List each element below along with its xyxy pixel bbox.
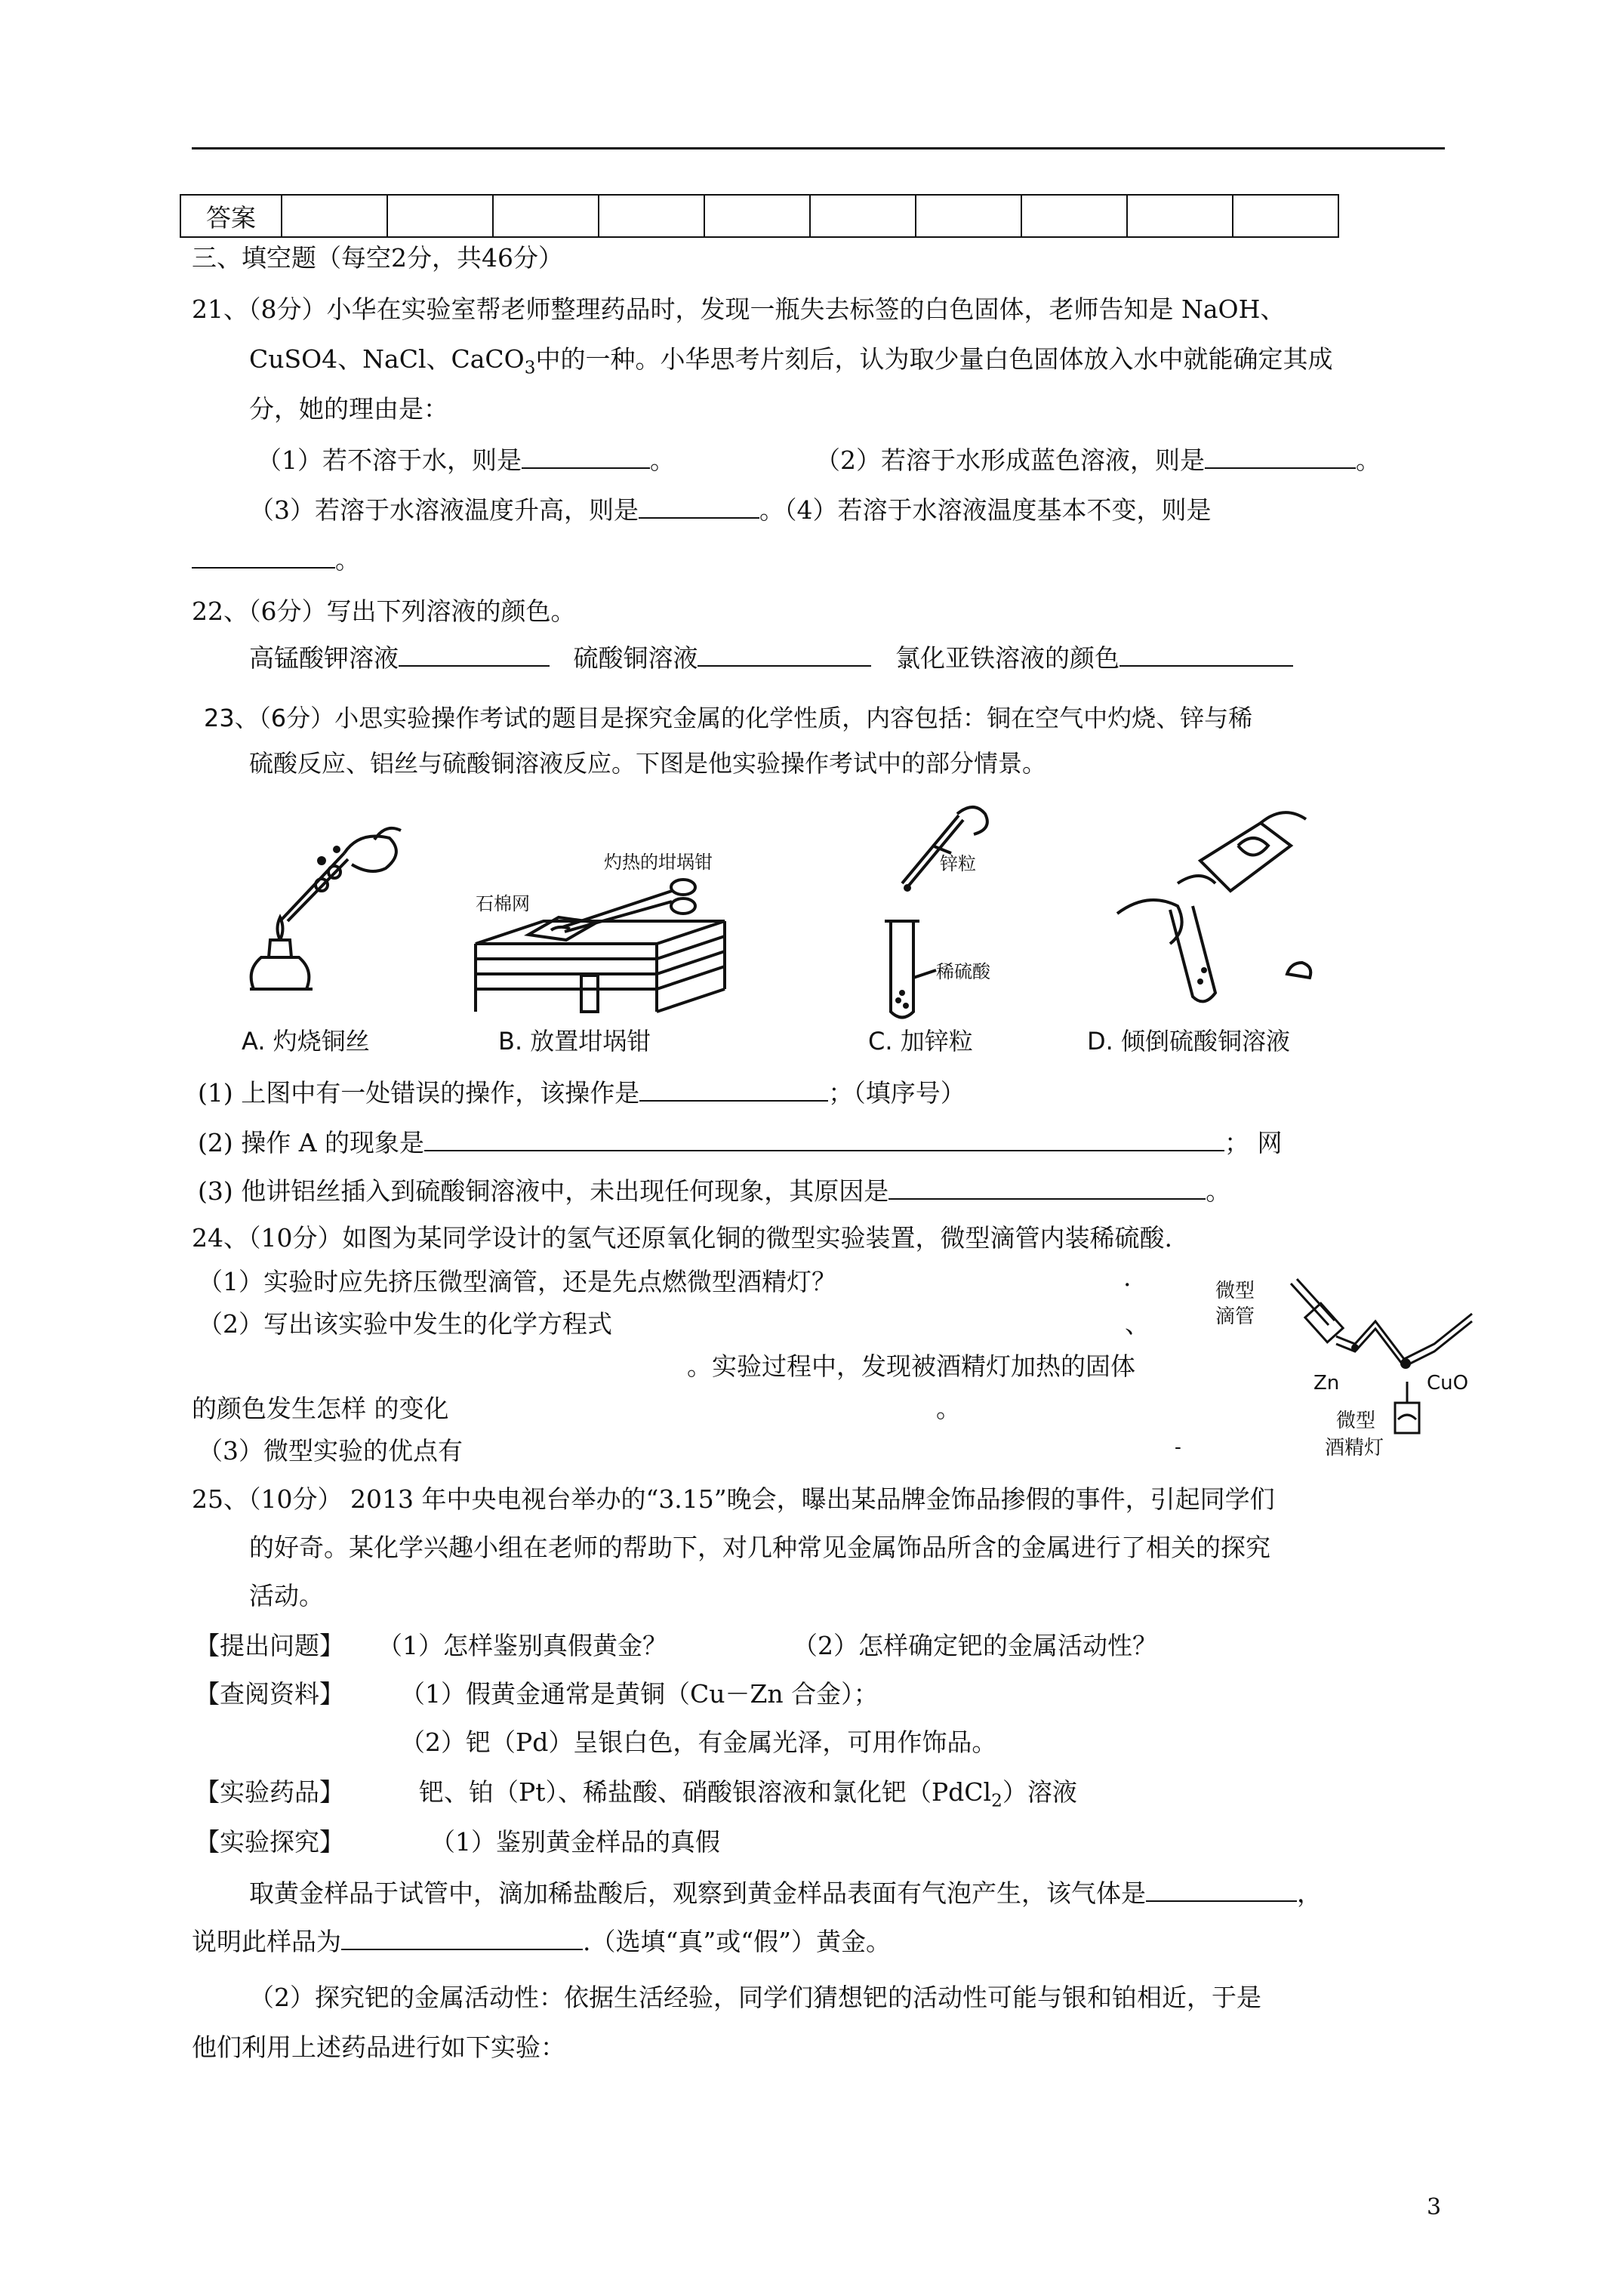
label-cuo: CuO bbox=[1427, 1372, 1469, 1395]
header-rule bbox=[192, 147, 1445, 149]
q23-line1: 23、（6分）小思实验操作考试的题目是探究金属的化学性质，内容包括：铜在空气中灼烧、锌与稀 bbox=[204, 704, 1253, 732]
answer-cell[interactable] bbox=[387, 195, 493, 237]
q21-line3: 分，她的理由是： bbox=[249, 394, 448, 424]
caption-a: A. 灼烧铜丝 bbox=[242, 1027, 370, 1056]
materials: 钯、铂（Pt）、稀盐酸、硝酸银溶液和氯化钯（PdCl$_2$）溶液 bbox=[419, 1777, 1077, 1811]
q23-sub1: (1) 上图中有一处错误的操作，该操作是 ；（填序号） bbox=[198, 1078, 965, 1108]
answer-blank[interactable] bbox=[424, 1149, 1224, 1151]
label-tongs: 灼热的坩埚钳 bbox=[604, 852, 713, 873]
label-zinc: 锌粒 bbox=[940, 853, 976, 874]
answer-cell[interactable] bbox=[810, 195, 916, 237]
figure-d-pouring-solution bbox=[1102, 800, 1321, 1027]
tag-reference: 【查阅资料】 bbox=[195, 1679, 344, 1709]
q24-sub2c-end: 。 bbox=[936, 1394, 961, 1423]
q22-items: 高锰酸钾溶液 硫酸铜溶液 氯化亚铁溶液的颜色 bbox=[249, 643, 1293, 673]
q24-sub1-dot: . bbox=[1123, 1262, 1132, 1292]
q25-paragraph4: 他们利用上述药品进行如下实验： bbox=[192, 2032, 565, 2062]
answer-table-label: 答案 bbox=[180, 195, 282, 237]
answer-cell[interactable] bbox=[493, 195, 599, 237]
question-1: （1）怎样鉴别真假黄金？ bbox=[377, 1631, 667, 1660]
caption-b: B. 放置坩埚钳 bbox=[498, 1027, 651, 1056]
q24-sub3: （3）微型实验的优点有 bbox=[198, 1436, 463, 1465]
q24-sub2b: 。实验过程中，发现被酒精灯加热的固体 bbox=[687, 1351, 1135, 1381]
reference-1: （1）假黄金通常是黄铜（Cu－Zn 合金）； bbox=[400, 1679, 879, 1709]
reference-2: （2）钯（Pd）呈银白色，有金属光泽，可用作饰品。 bbox=[400, 1727, 997, 1757]
answer-blank[interactable] bbox=[1205, 467, 1356, 469]
q23-line2: 硫酸反应、铝丝与硫酸铜溶液反应。下图是他实验操作考试中的部分情景。 bbox=[249, 749, 1047, 778]
answer-blank[interactable] bbox=[639, 516, 759, 519]
q21-part2: （2）若溶于水形成蓝色溶液，则是 。 bbox=[815, 445, 1381, 475]
answer-blank[interactable] bbox=[888, 1197, 1206, 1200]
caption-c: C. 加锌粒 bbox=[868, 1027, 973, 1056]
figure-a-burning-copper bbox=[223, 808, 435, 1019]
q25-line3: 活动。 bbox=[249, 1581, 324, 1610]
answer-cell[interactable] bbox=[916, 195, 1021, 237]
q21-part3: （3）若溶于水溶液温度升高，则是 。（4）若溶于水溶液温度基本不变，则是 bbox=[249, 495, 1212, 525]
answer-cell[interactable] bbox=[282, 195, 387, 237]
label-dropper-2: 滴管 bbox=[1215, 1305, 1255, 1328]
q23-sub2: (2) 操作 A 的现象是 ； 网 bbox=[198, 1128, 1283, 1157]
label-asbestos: 石棉网 bbox=[476, 893, 530, 914]
tag-question: 【提出问题】 bbox=[195, 1631, 344, 1660]
q21-part1: （1）若不溶于水，则是 。 bbox=[257, 445, 675, 475]
question-2: （2）怎样确定钯的金属活动性？ bbox=[793, 1631, 1157, 1660]
label-lamp-1: 微型 bbox=[1336, 1410, 1376, 1432]
q21-line2: CuSO4、NaCl、CaCO$_3$中的一种。小华思考片刻后，认为取少量白色固体放入水中就能确定其成 bbox=[249, 344, 1333, 378]
figure-c-adding-zinc bbox=[861, 800, 1027, 1027]
answer-table bbox=[180, 194, 1339, 238]
q24-sub2: （2）写出该实验中发生的化学方程式 bbox=[198, 1309, 612, 1339]
q24-line1: 24、（10分）如图为某同学设计的氢气还原氧化铜的微型实验装置，微型滴管内装稀硫酸. bbox=[192, 1223, 1172, 1253]
label-acid: 稀硫酸 bbox=[936, 961, 990, 982]
caption-d: D. 倾倒硫酸铜溶液 bbox=[1087, 1027, 1290, 1056]
answer-blank[interactable] bbox=[192, 566, 335, 569]
q21-part4-answer: 。 bbox=[192, 545, 360, 575]
q24-sub2c: 的颜色发生怎样 的变化 bbox=[192, 1394, 449, 1423]
q22-line1: 22、（6分）写出下列溶液的颜色。 bbox=[192, 596, 576, 626]
q25-paragraph1: 取黄金样品于试管中，滴加稀盐酸后，观察到黄金样品表面有气泡产生，该气体是 ， bbox=[249, 1878, 1322, 1908]
q23-sub3: (3) 他讲铝丝插入到硫酸铜溶液中，未出现任何现象，其原因是 。 bbox=[198, 1176, 1231, 1206]
tag-experiment: 【实验探究】 bbox=[195, 1827, 344, 1857]
answer-blank[interactable] bbox=[399, 664, 550, 667]
q24-sub3-mark: - bbox=[1175, 1436, 1181, 1459]
q25-line2: 的好奇。某化学兴趣小组在老师的帮助下，对几种常见金属饰品所含的金属进行了相关的探究 bbox=[249, 1533, 1270, 1562]
q25-paragraph3: （2）探究钯的金属活动性：依据生活经验，同学们猜想钯的活动性可能与银和铂相近，于是 bbox=[249, 1983, 1261, 2012]
figure-micro-apparatus bbox=[1200, 1268, 1487, 1465]
answer-cell[interactable] bbox=[704, 195, 810, 237]
answer-blank[interactable] bbox=[341, 1948, 583, 1950]
label-zn: Zn bbox=[1313, 1372, 1340, 1395]
answer-blank[interactable] bbox=[1146, 1900, 1297, 1902]
answer-blank[interactable] bbox=[639, 1099, 828, 1102]
q25-line1: 25、（10分） 2013 年中央电视台举办的“3.15”晚会，曝出某品牌金饰品掺假的事件，引起同学们 bbox=[192, 1484, 1275, 1514]
answer-cell[interactable] bbox=[599, 195, 704, 237]
answer-cell[interactable] bbox=[1021, 195, 1127, 237]
answer-blank[interactable] bbox=[698, 664, 871, 667]
page-number: 3 bbox=[1427, 2194, 1442, 2220]
answer-cell[interactable] bbox=[1233, 195, 1338, 237]
label-lamp-2: 酒精灯 bbox=[1325, 1437, 1384, 1459]
figure-b-placing-tongs bbox=[468, 838, 755, 1027]
q24-sub2-mark: 、 bbox=[1125, 1309, 1150, 1339]
label-dropper-1: 微型 bbox=[1215, 1280, 1255, 1302]
q25-paragraph2: 说明此样品为 .（选填“真”或“假”）黄金。 bbox=[192, 1927, 891, 1956]
answer-blank[interactable] bbox=[522, 467, 650, 469]
q21-line1: 21、（8分）小华在实验室帮老师整理药品时，发现一瓶失去标签的白色固体，老师告知是 NaOH、 bbox=[192, 294, 1286, 324]
answer-blank[interactable] bbox=[1119, 664, 1293, 667]
tag-materials: 【实验药品】 bbox=[195, 1777, 344, 1807]
answer-cell[interactable] bbox=[1127, 195, 1233, 237]
q24-sub1: （1）实验时应先挤压微型滴管，还是先点燃微型酒精灯？ bbox=[198, 1267, 836, 1296]
section-title: 三、填空题（每空2分，共46分） bbox=[192, 243, 563, 273]
experiment-1: （1）鉴别黄金样品的真假 bbox=[430, 1827, 720, 1857]
